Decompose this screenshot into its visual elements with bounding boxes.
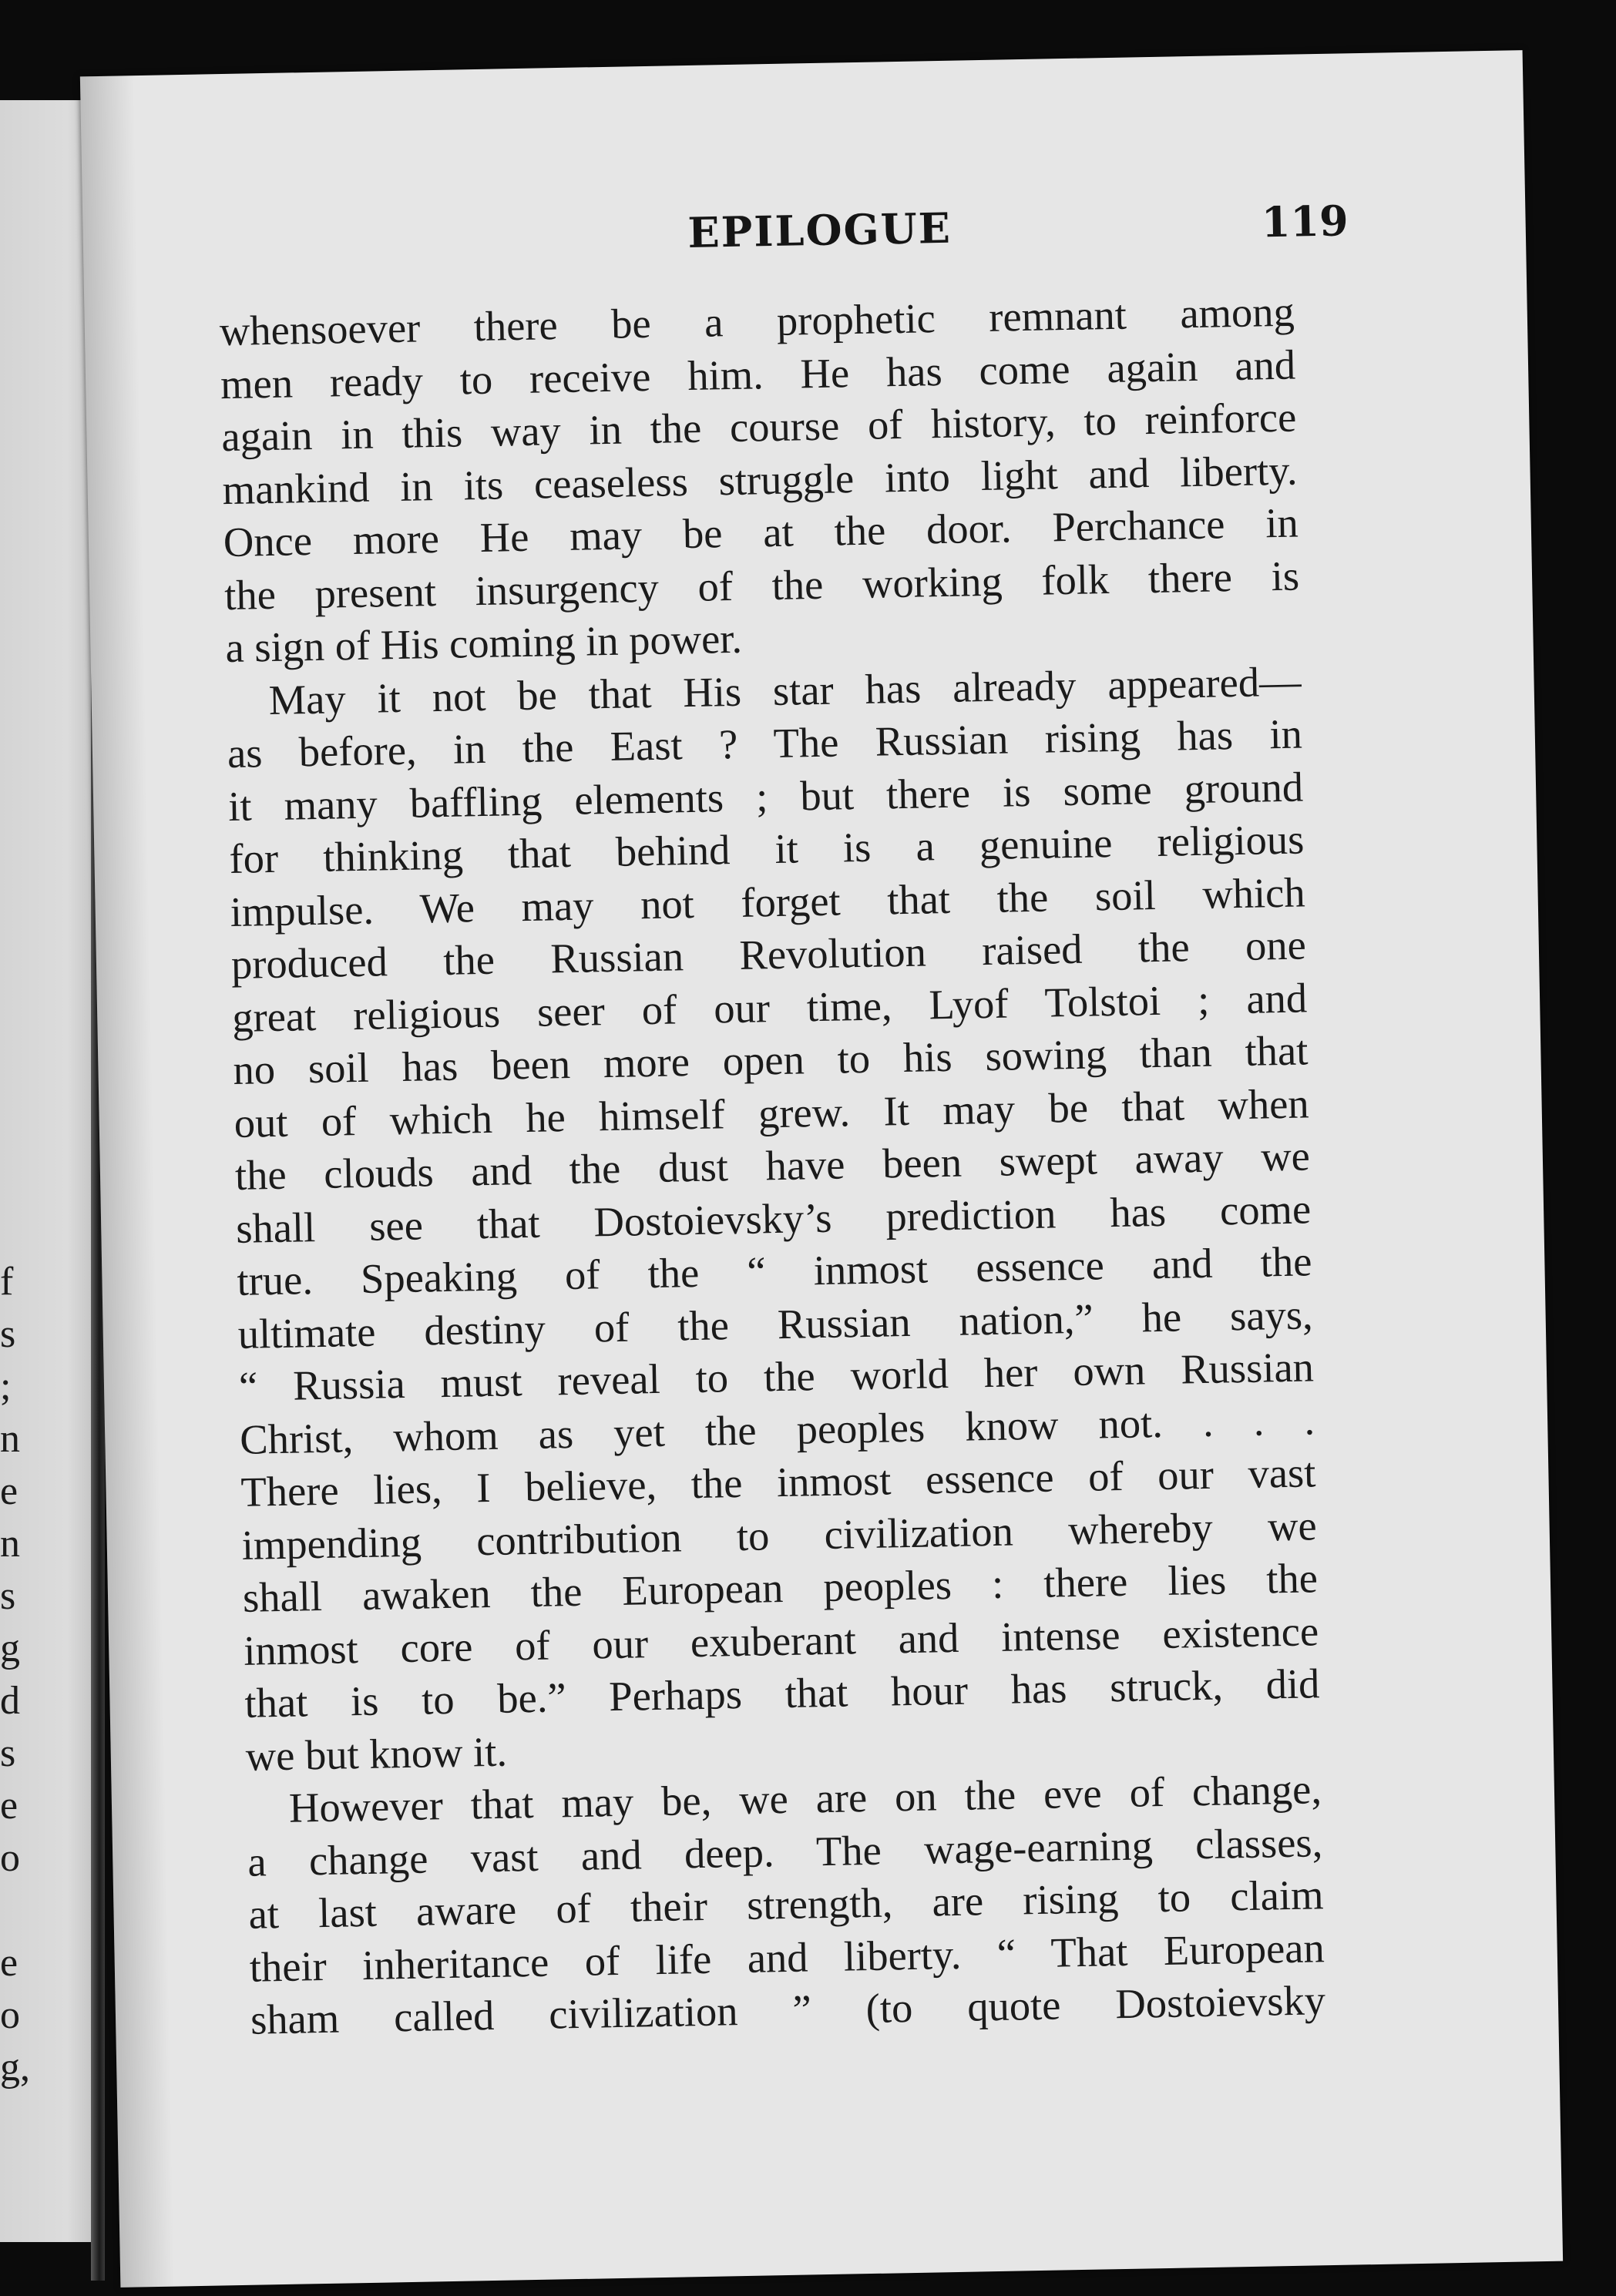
- text-line: a sign of His coming in power.: [224, 614, 743, 672]
- chapter-title: EPILOGUE: [687, 203, 952, 257]
- text-line: May it not be that His star has already appeared—: [268, 656, 1302, 723]
- text-line: inmost core of our exuberant and intense existence: [243, 1606, 1319, 1674]
- margin-letter: o: [0, 1836, 20, 1880]
- text-line: at last aware of their strength, are rising to claim: [248, 1871, 1324, 1938]
- text-line: out of which he himself grew. It may be that when: [233, 1079, 1310, 1146]
- margin-letter: e: [0, 1941, 18, 1985]
- margin-letter: s: [0, 1731, 16, 1775]
- text-line: the clouds and the dust have been swept away we: [234, 1132, 1311, 1199]
- text-line: Once more He may be at the door. Perchance in: [223, 498, 1299, 566]
- text-line: ultimate destiny of the Russian nation,” he says,: [237, 1290, 1314, 1358]
- margin-letter: o: [0, 1993, 20, 2037]
- running-head: [82, 193, 1526, 288]
- margin-letter: n: [0, 1522, 20, 1566]
- text-line: as before, in the East ? The Russian rising has in: [227, 710, 1303, 777]
- text-line: impending contribution to civilization whereby we: [241, 1501, 1318, 1569]
- text-line: men ready to receive him. He has come again and: [220, 341, 1296, 408]
- text-line: However that may be, we are on the eve of change,: [288, 1765, 1322, 1831]
- text-line: their inheritance of life and liberty. “ That European: [249, 1923, 1325, 1991]
- text-line: whensoever there be a prophetic remnant among: [219, 287, 1295, 355]
- text-line: the present insurgency of the working folk there is: [223, 552, 1300, 619]
- text-line: no soil has been more open to his sowing than that: [232, 1026, 1309, 1093]
- text-line: mankind in its ceaseless struggle into light and liberty.: [222, 446, 1299, 513]
- margin-letter: f: [0, 1260, 14, 1304]
- margin-letter: e: [0, 1469, 18, 1513]
- margin-letter: g,: [0, 2046, 30, 2090]
- margin-letter: s: [0, 1574, 16, 1618]
- text-line: a change vast and deep. The wage-earning classes,: [247, 1818, 1323, 1885]
- book-page: [80, 50, 1563, 2288]
- margin-letter: n: [0, 1417, 20, 1461]
- text-line: sham called civilization ” (to quote Dostoievsky: [250, 1976, 1326, 2043]
- text-line: true. Speaking of the “ inmost essence and the: [236, 1237, 1312, 1304]
- previous-page-edge: [0, 100, 96, 2242]
- body-text: [219, 286, 1325, 2047]
- text-line: impulse. We may not forget that the soil which: [230, 868, 1306, 935]
- page-number: 119: [1261, 196, 1349, 247]
- text-line: There lies, I believe, the inmost essence of our vast: [240, 1448, 1316, 1516]
- text-line: for thinking that behind it is a genuine religious: [228, 815, 1305, 883]
- margin-letter: [0, 1885, 23, 1937]
- text-line: it many baffling elements ; but there is some ground: [227, 762, 1304, 830]
- margin-letter: e: [0, 1784, 18, 1828]
- text-line: shall see that Dostoievsky’s prediction has come: [235, 1184, 1312, 1252]
- text-line: “ Russia must reveal to the world her own Russian: [238, 1343, 1315, 1410]
- text-line: great religious seer of our time, Lyof Tolstoi ; and: [231, 973, 1308, 1041]
- margin-letter: g: [0, 1626, 20, 1670]
- text-line: that is to be.” Perhaps that hour has struck, did: [244, 1660, 1320, 1727]
- text-line: produced the Russian Revolution raised the one: [230, 921, 1307, 988]
- text-line: Christ, whom as yet the peoples know not. . . .: [239, 1395, 1315, 1463]
- margin-letter: ;: [0, 1365, 12, 1408]
- margin-letter: s: [0, 1312, 16, 1356]
- text-line: again in this way in the course of history, to reinforce: [220, 393, 1297, 461]
- previous-page-margin-letters: [0, 1256, 30, 2094]
- text-line: shall awaken the European peoples : there lies the: [242, 1554, 1319, 1621]
- margin-letter: d: [0, 1679, 20, 1723]
- text-line: we but know it.: [245, 1727, 508, 1780]
